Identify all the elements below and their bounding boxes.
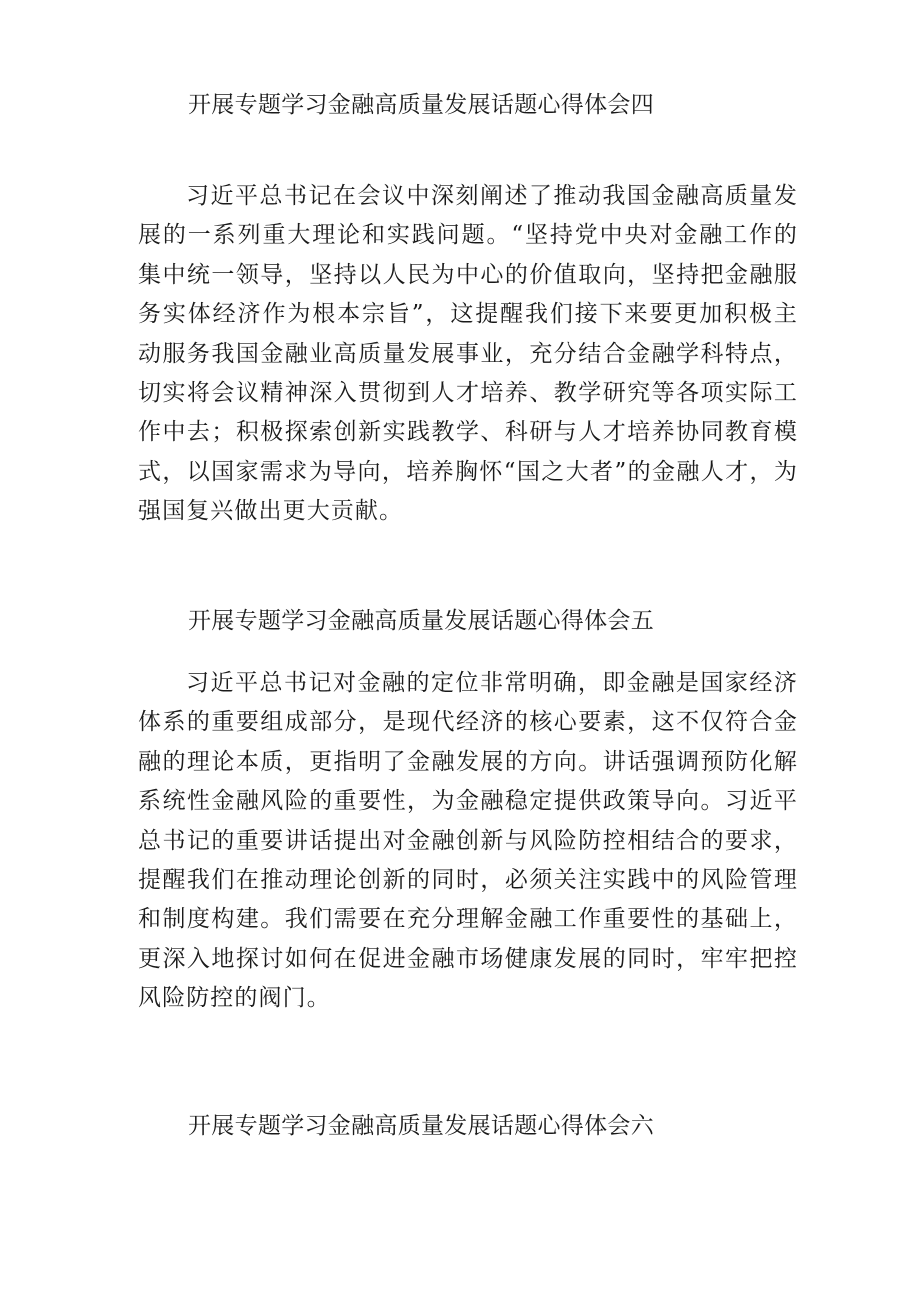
section-heading-6: 开展专题学习金融高质量发展话题心得体会六 — [188, 1113, 654, 1139]
section-body-5: 习近平总书记对金融的定位非常明确，即金融是国家经济体系的重要组成部分，是现代经济的核心要素，这不仅符合金融的理论本质，更指明了金融发展的方向。讲话强调预防化解系统性金融风险的重要性，为金融稳定提供政策导向。习近平总书记的重要讲话提出对金融创新与风险防控相结合的要求，提醒我们在推动理论创新的同时，必须关注实践中的风险管理和制度构建。我们需要在充分理解金融工作重要性的基础上，更深入地探讨如何在促进金融市场健康发展的同时，牢牢把控风险防控的阀门。 — [138, 670, 798, 1012]
section-heading-4: 开展专题学习金融高质量发展话题心得体会四 — [188, 92, 654, 118]
section-body-4: 习近平总书记在会议中深刻阐述了推动我国金融高质量发展的一系列重大理论和实践问题。“坚持党中央对金融工作的集中统一领导，坚持以人民为中心的价值取向，坚持把金融服务实体经济作为根本宗旨”，这提醒我们接下来要更加积极主动服务我国金融业高质量发展事业，充分结合金融学科特点，切实将会议精神深入贯彻到人才培养、教学研究等各项实际工作中去；积极探索创新实践教学、科研与人才培养协同教育模式，以国家需求为导向，培养胸怀“国之大者”的金融人才，为强国复兴做出更大贡献。 — [138, 183, 798, 525]
section-heading-5: 开展专题学习金融高质量发展话题心得体会五 — [188, 608, 654, 634]
